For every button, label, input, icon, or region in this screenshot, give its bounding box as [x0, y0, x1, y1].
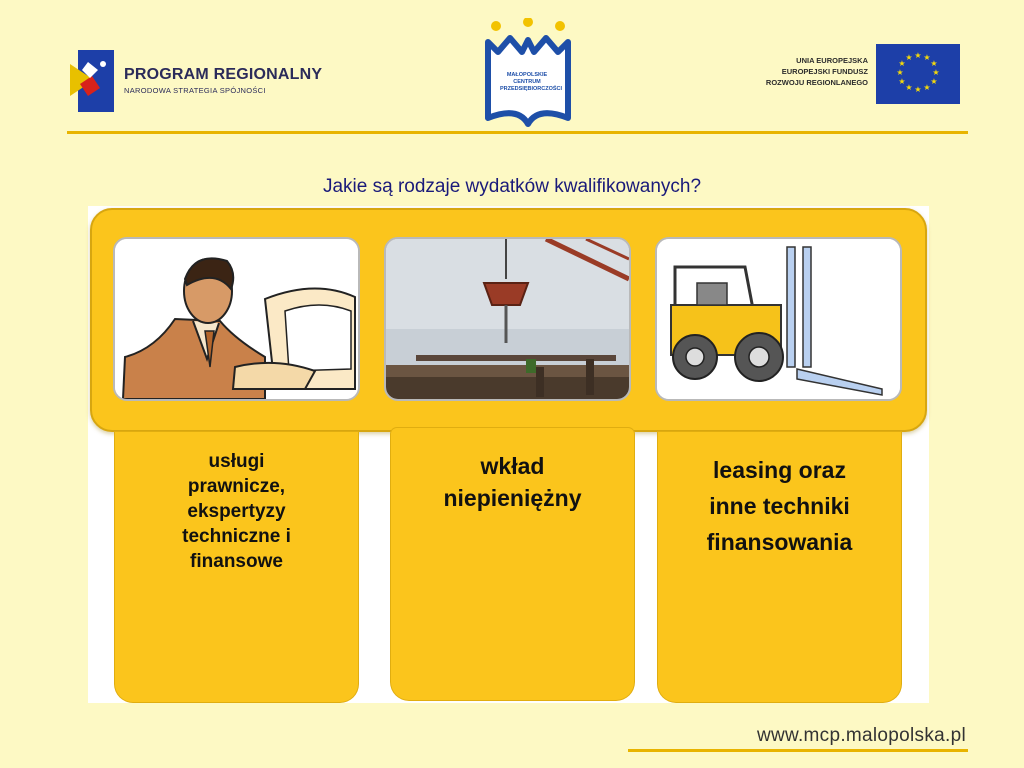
office-worker-icon [115, 239, 358, 399]
card-leasing: leasing oraz inne techniki finansowania [658, 432, 901, 702]
card-legal-services: usługi prawnicze, ekspertyzy techniczne i finansowe [115, 432, 358, 702]
svg-text:★: ★ [896, 68, 904, 77]
footer-url: www.mcp.malopolska.pl [756, 725, 966, 746]
program-regionalny-subtitle: NARODOWA STRATEGIA SPÓJNOŚCI [124, 86, 266, 95]
mcp-logo-text [500, 72, 563, 93]
eu-logo-line: EUROPEJSKI FUNDUSZ [781, 67, 868, 76]
slide-title: Jakie są rodzaje wydatków kwalifikowanych? [322, 176, 702, 197]
program-regionalny-title: PROGRAM REGIONALNY [124, 66, 323, 83]
forklift-image [655, 237, 902, 401]
forklift-icon [657, 239, 900, 399]
mcp-logo [478, 18, 578, 130]
svg-text:★: ★ [905, 53, 913, 62]
eu-logo [745, 44, 960, 106]
construction-crane-icon [386, 239, 629, 399]
svg-text:★: ★ [898, 77, 906, 86]
eu-flag-icon [876, 44, 960, 104]
svg-text:★: ★ [930, 77, 938, 86]
card-non-cash-contribution: wkład niepieniężny [391, 428, 634, 700]
eu-logo-line: ROZWOJU REGIONLANEGO [765, 78, 868, 87]
svg-text:★: ★ [930, 59, 938, 68]
program-regionalny-emblem-icon [70, 50, 114, 112]
eu-logo-line: UNIA EUROPEJSKA [796, 56, 868, 65]
svg-text:★: ★ [923, 83, 931, 92]
svg-text:★: ★ [914, 51, 922, 60]
construction-image [384, 237, 631, 401]
footer-divider [628, 749, 968, 752]
svg-text:★: ★ [905, 83, 913, 92]
mcp-logo-line: CENTRUM [513, 79, 541, 85]
header-divider [67, 131, 968, 134]
svg-text:★: ★ [898, 59, 906, 68]
svg-text:★: ★ [932, 68, 940, 77]
program-regionalny-logo [70, 46, 323, 116]
mcp-logo-line: PRZEDSIĘBIORCZOŚCI [500, 86, 563, 92]
office-worker-image [113, 237, 360, 401]
svg-text:★: ★ [914, 85, 922, 94]
eu-logo-text [766, 55, 868, 88]
svg-text:★: ★ [923, 53, 931, 62]
mcp-logo-line: MAŁOPOLSKIE [506, 72, 548, 78]
